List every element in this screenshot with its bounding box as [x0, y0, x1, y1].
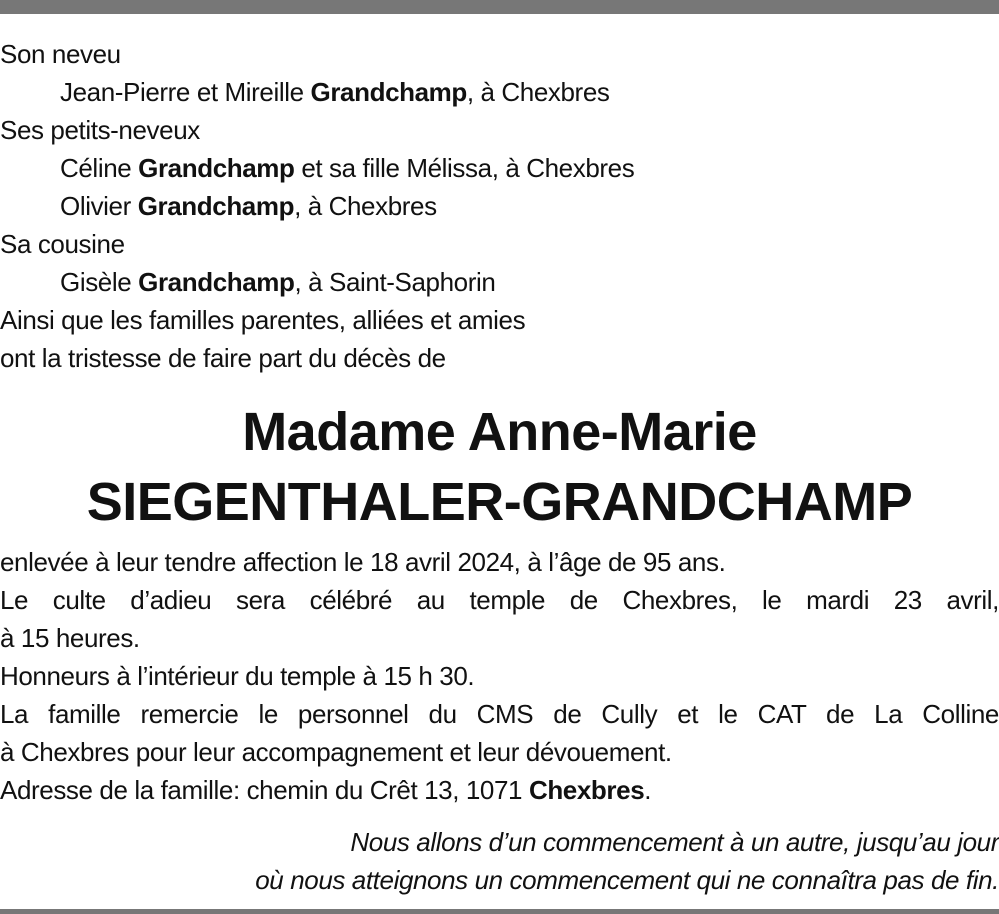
family-member — [0, 149, 999, 187]
family-list — [0, 35, 999, 377]
quote-line: Nous allons d’un commencement à un autre, jusqu’au jour — [350, 827, 999, 857]
surname: Grandchamp — [310, 77, 467, 107]
surname: Grandchamp — [138, 153, 295, 183]
quote-line: où nous atteignons un commencement qui ne connaîtra pas de fin. — [255, 865, 999, 895]
passing-date-line: enlevée à leur tendre affection le 18 avril 2024, à l’âge de 95 ans. — [0, 547, 726, 577]
surname: Grandchamp — [138, 267, 295, 297]
service-line: Le culte d’adieu sera célébré au temple de Chexbres, le mardi 23 avril, — [0, 585, 999, 615]
relation-heading: Son neveu — [0, 39, 121, 69]
closing-quote — [0, 823, 999, 899]
deceased-given-name: Madame Anne-Marie — [242, 402, 757, 462]
surname: Grandchamp — [137, 191, 295, 221]
address-period: . — [644, 775, 652, 805]
family-member — [0, 263, 999, 301]
residence: , à Chexbres — [294, 191, 437, 221]
family-address — [0, 771, 999, 809]
given-names: Céline — [60, 153, 139, 183]
funeral-details — [0, 543, 999, 809]
residence: et sa fille Mélissa, à Chexbres — [294, 153, 635, 183]
family-member — [0, 73, 999, 111]
announcement-line: ont la tristesse de faire part du décès de — [0, 343, 446, 373]
deceased-surname: SIEGENTHALER-GRANDCHAMP — [86, 472, 913, 532]
relation-heading: Ses petits-neveux — [0, 115, 200, 145]
deceased-name — [0, 397, 999, 537]
address-city: Chexbres — [528, 775, 645, 805]
thanks-line: La famille remercie le personnel du CMS de Cully et le CAT de La Colline — [0, 699, 999, 729]
given-names: Jean-Pierre et Mireille — [60, 77, 311, 107]
obituary-notice — [0, 35, 999, 899]
residence: , à Saint-Saphorin — [294, 267, 496, 297]
extended-family-line: Ainsi que les familles parentes, alliées et amies — [0, 305, 526, 335]
honours-line: Honneurs à l’intérieur du temple à 15 h 30. — [0, 661, 475, 691]
given-names: Gisèle — [60, 267, 139, 297]
thanks-line-continued: à Chexbres pour leur accompagnement et leur dévouement. — [0, 737, 672, 767]
service-time-line: à 15 heures. — [0, 623, 140, 653]
top-rule — [0, 0, 999, 14]
given-names: Olivier — [60, 191, 138, 221]
bottom-rule — [0, 909, 999, 914]
relation-heading: Sa cousine — [0, 229, 125, 259]
family-member — [0, 187, 999, 225]
address-text: Adresse de la famille: chemin du Crêt 13, 1071 — [0, 775, 529, 805]
residence: , à Chexbres — [466, 77, 610, 107]
